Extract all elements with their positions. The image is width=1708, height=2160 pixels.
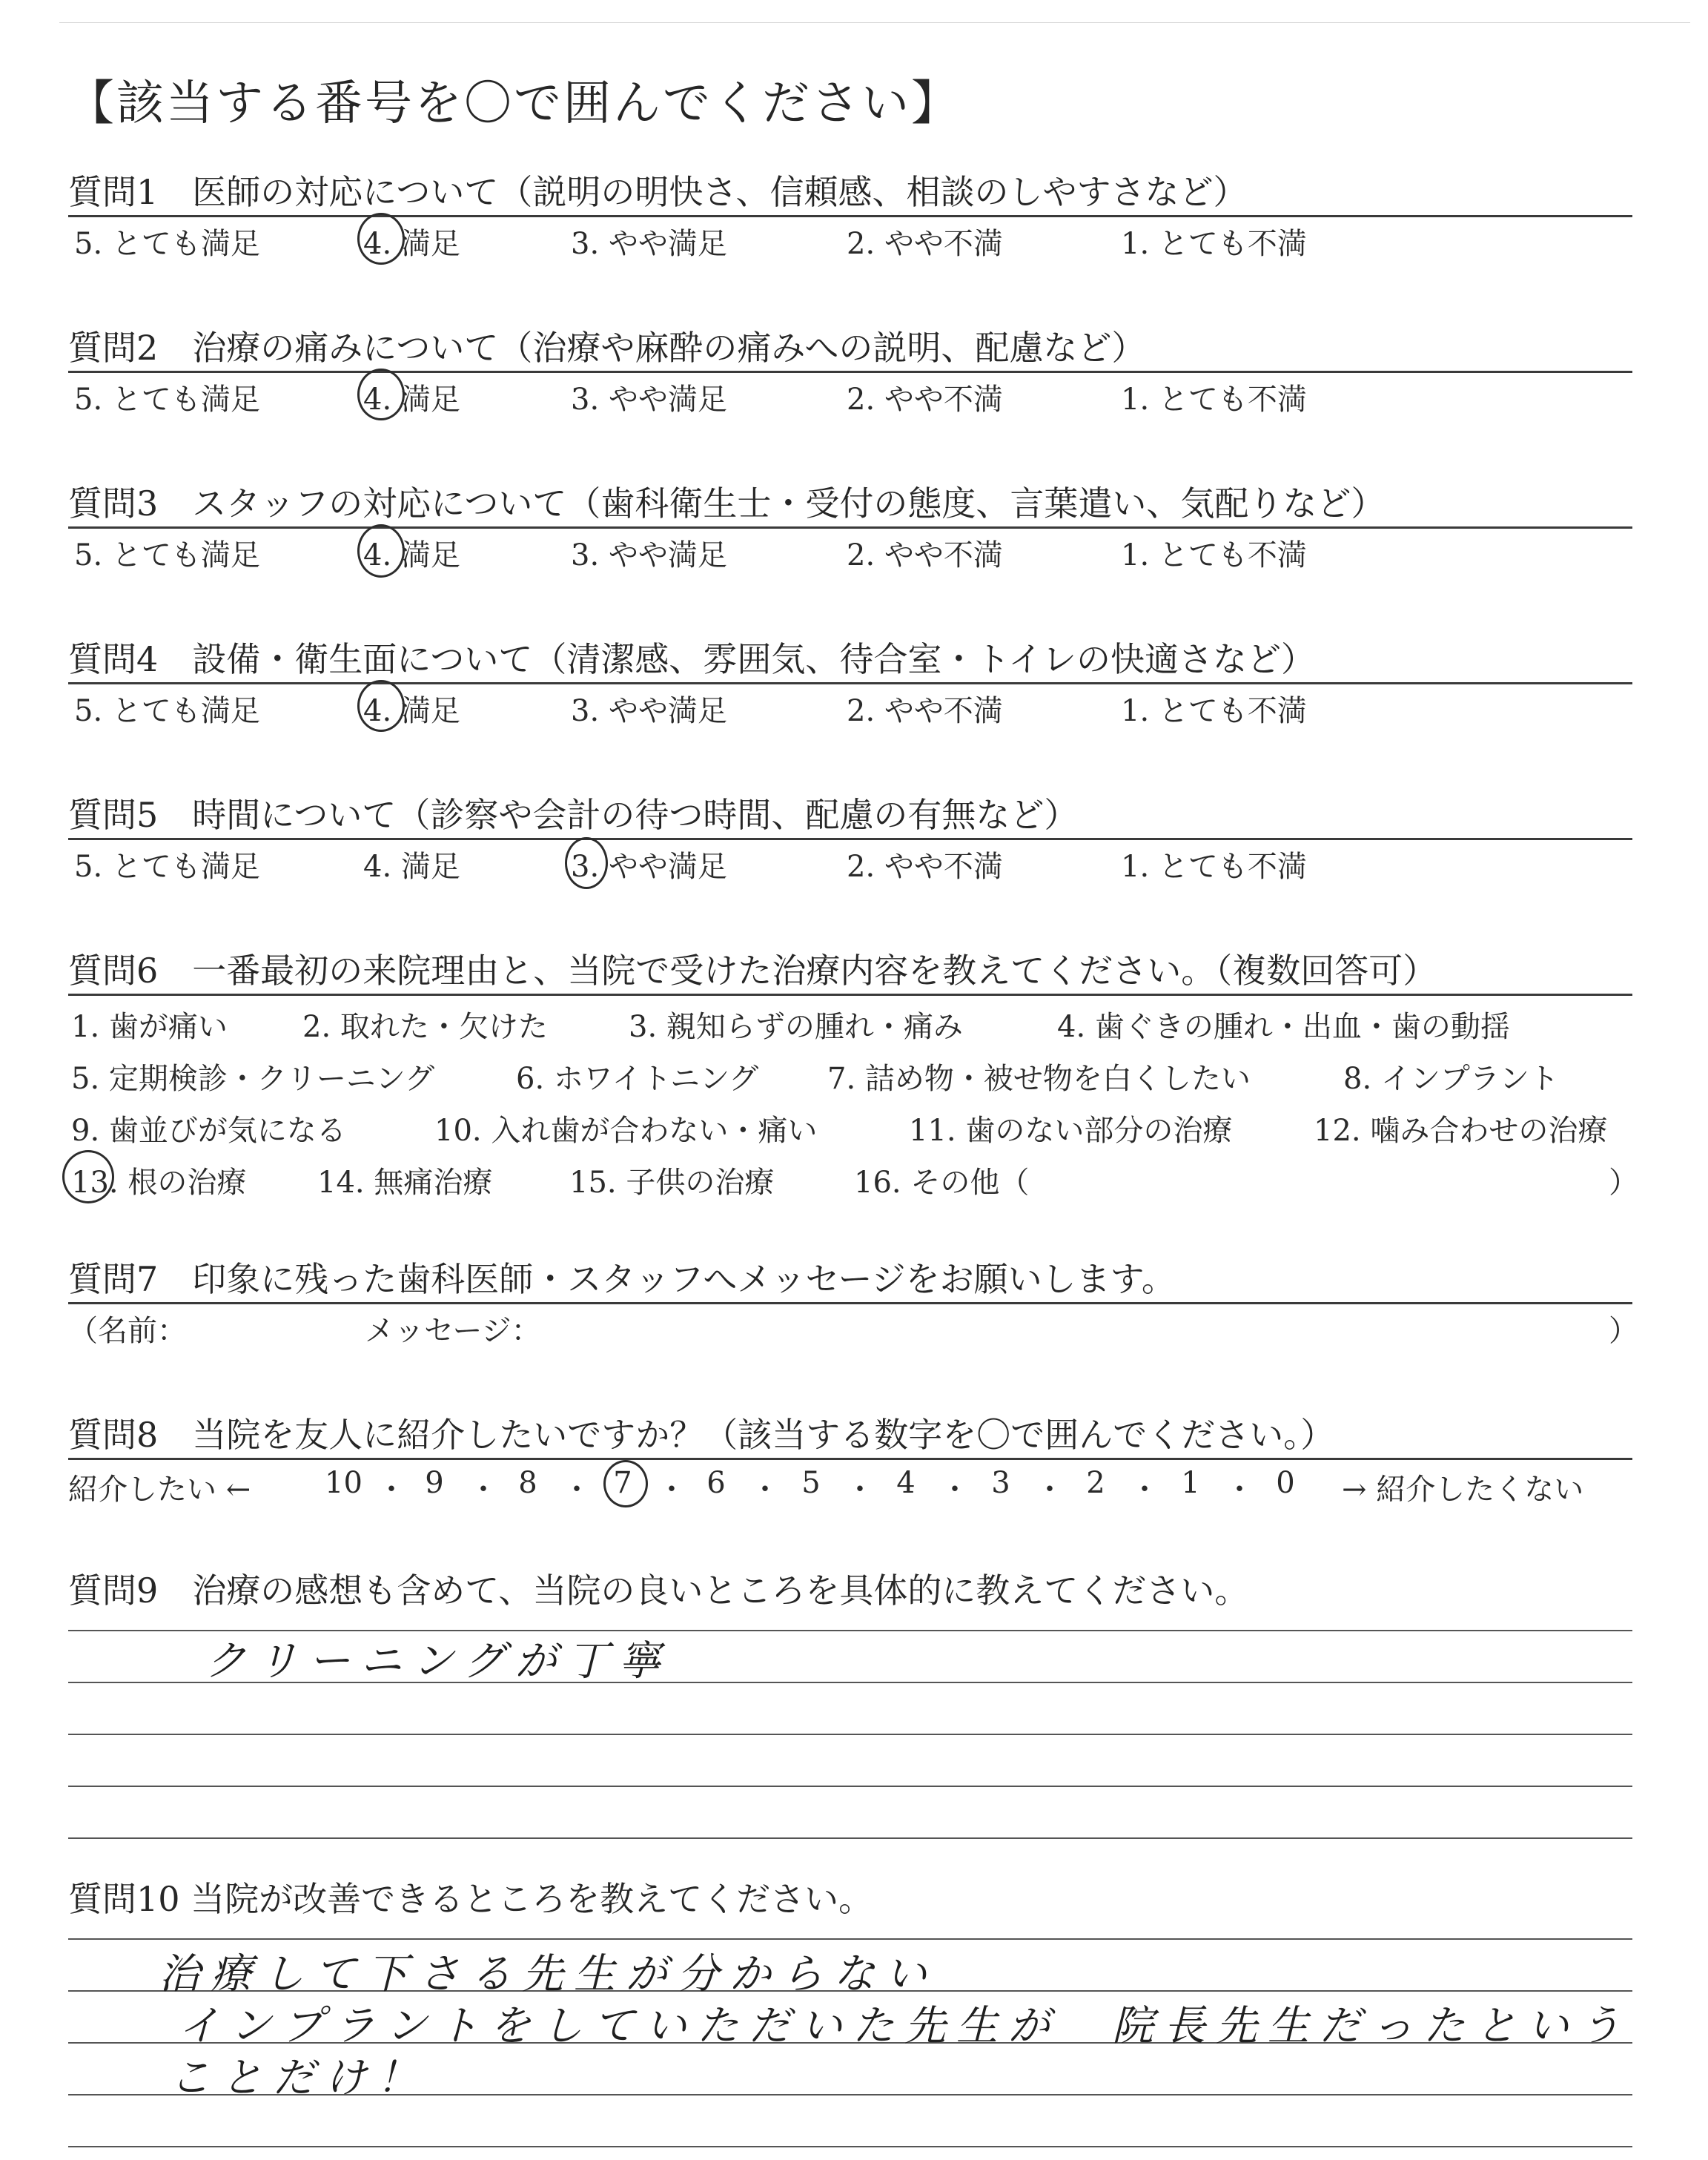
question-title: 質問8 当院を友人に紹介したいですか？（該当する数字を〇で囲んでください。） [68,1415,1335,1455]
option-14[interactable]: 14. 無痛治療 [317,1166,493,1200]
option-5[interactable]: 5. とても満足 [74,227,260,261]
option-4[interactable]: 4. 満足 [363,694,460,728]
scale-10[interactable]: 10 [325,1466,363,1500]
other-close-paren: ） [1609,1166,1638,1200]
option-16[interactable]: 16. その他（ [854,1166,1030,1200]
scale-separator: ・ [377,1473,406,1507]
option-2[interactable]: 2. やや不満 [847,227,1003,261]
question-title: 質問10 当院が改善できるところを教えてください。 [68,1879,873,1919]
option-3[interactable]: 3. やや満足 [571,383,727,417]
scale-separator: ・ [940,1473,970,1507]
option-13[interactable]: 13. 根の治療 [71,1166,247,1200]
scale-6[interactable]: 6 [706,1466,726,1500]
rating-options [68,684,1625,736]
selection-circle [62,1150,114,1203]
scale-1[interactable]: 1 [1181,1466,1200,1500]
scale-separator: ・ [750,1473,780,1507]
option-9[interactable]: 9. 歯並びが気になる [71,1114,346,1148]
question-title: 質問7 印象に残った歯科医師・スタッフへメッセージをお願いします。 [68,1259,1176,1299]
message-close-paren: ） [1609,1314,1638,1348]
answer-line [68,2146,1632,2147]
question-5 [68,792,1625,892]
selection-circle [357,369,405,420]
option-2[interactable]: 2. やや不満 [847,538,1003,572]
question-6 [68,948,1638,1203]
scale-left-label: 紹介したい ← [68,1473,251,1507]
answer-line [68,1734,1632,1735]
selection-circle [357,213,405,265]
option-7[interactable]: 7. 詰め物・被せ物を白くしたい [827,1062,1251,1096]
answer-line [68,1938,1632,1940]
option-3[interactable]: 3. 親知らずの腫れ・痛み [629,1010,963,1044]
selection-circle [603,1460,648,1507]
scale-separator: ・ [1225,1473,1254,1507]
scale-9[interactable]: 9 [425,1466,444,1500]
message-label: メッセージ： [365,1314,541,1348]
rating-options [68,529,1625,581]
question-title: 質問3 スタッフの対応について（歯科衛生士・受付の態度、言葉遣い、気配りなど） [68,483,1386,524]
selection-circle [357,680,405,732]
question-title: 質問5 時間について（診察や会計の待つ時間、配慮の有無など） [68,795,1079,835]
handwritten-answer[interactable]: クリーニングが丁寧 [205,1637,671,1685]
option-1[interactable]: 1. とても不満 [1121,850,1307,884]
question-title: 質問2 治療の痛みについて（治療や麻酔の痛みへの説明、配慮など） [68,328,1146,368]
selection-circle [357,524,405,578]
option-2[interactable]: 2. 取れた・欠けた [302,1010,548,1044]
question-1 [68,169,1625,269]
scale-separator: ・ [469,1473,498,1507]
scale-separator: ・ [1035,1473,1065,1507]
option-5[interactable]: 5. 定期検診・クリーニング [71,1062,435,1096]
question-3 [68,480,1625,581]
option-5[interactable]: 5. とても満足 [74,538,260,572]
option-2[interactable]: 2. やや不満 [847,850,1003,884]
option-12[interactable]: 12. 噛み合わせの治療 [1314,1114,1608,1148]
scale-7[interactable]: 7 [613,1466,632,1500]
selection-circle [565,837,608,889]
option-4[interactable]: 4. 歯ぐきの腫れ・出血・歯の動揺 [1057,1010,1510,1044]
option-1[interactable]: 1. とても不満 [1121,383,1307,417]
rating-options [68,373,1625,425]
question-4 [68,636,1625,736]
question-title: 質問1 医師の対応について（説明の明快さ、信頼感、相談のしやすさなど） [68,172,1248,212]
scale-3[interactable]: 3 [991,1466,1010,1500]
handwritten-answer-line-2[interactable]: インプラントをしていただいた先生が 院長先生だったという [178,2002,1631,2050]
handwritten-answer-line-3[interactable]: ことだけ！ [169,2054,428,2102]
option-4[interactable]: 4. 満足 [363,850,460,884]
option-15[interactable]: 15. 子供の治療 [569,1166,775,1200]
option-5[interactable]: 5. とても満足 [74,850,260,884]
question-9 [68,1568,1625,1614]
option-4[interactable]: 4. 満足 [363,227,460,261]
question-title: 質問6 一番最初の来院理由と、当院で受けた治療内容を教えてください。（複数回答可） [68,951,1437,991]
scale-5[interactable]: 5 [801,1466,821,1500]
question-2 [68,325,1625,425]
rating-options [68,840,1625,892]
option-1[interactable]: 1. とても不満 [1121,694,1307,728]
handwritten-answer-line-1[interactable]: 治療して下さる先生が分からない [159,1950,937,1998]
instruction-header: 【該当する番号を〇で囲んでください】 [67,76,961,131]
option-11[interactable]: 11. 歯のない部分の治療 [909,1114,1233,1148]
scale-separator: ・ [1130,1473,1159,1507]
option-3[interactable]: 3. やや満足 [571,538,727,572]
option-6[interactable]: 6. ホワイトニング [516,1062,759,1096]
scale-right-label: → 紹介したくない [1342,1473,1584,1507]
option-1[interactable]: 1. 歯が痛い [71,1010,228,1044]
question-7 [68,1256,1638,1356]
answer-line [68,1786,1632,1787]
question-8 [68,1412,1625,1505]
option-4[interactable]: 4. 満足 [363,383,460,417]
option-3[interactable]: 3. やや満足 [571,227,727,261]
option-1[interactable]: 1. とても不満 [1121,227,1307,261]
option-2[interactable]: 2. やや不満 [847,694,1003,728]
question-title: 質問4 設備・衛生面について（清潔感、雰囲気、待合室・トイレの快適さなど） [68,639,1316,679]
option-3[interactable]: 3. やや満足 [571,850,727,884]
scale-0[interactable]: 0 [1276,1466,1295,1500]
option-8[interactable]: 8. インプラント [1343,1062,1559,1096]
answer-line [68,1837,1632,1839]
name-label: （名前： [68,1314,187,1348]
page-top-edge [59,22,1690,23]
reason-options [68,996,1638,1203]
option-2[interactable]: 2. やや不満 [847,383,1003,417]
option-5[interactable]: 5. とても満足 [74,383,260,417]
recommend-scale [68,1460,1625,1505]
scale-separator: ・ [562,1473,592,1507]
option-5[interactable]: 5. とても満足 [74,694,260,728]
rating-options [68,217,1625,269]
scale-8[interactable]: 8 [518,1466,537,1500]
question-10 [68,1876,1625,1922]
option-10[interactable]: 10. 入れ歯が合わない・痛い [434,1114,818,1148]
message-fields [68,1304,1638,1356]
scale-separator: ・ [845,1473,875,1507]
option-1[interactable]: 1. とても不満 [1121,538,1307,572]
option-4[interactable]: 4. 満足 [363,538,460,572]
scale-2[interactable]: 2 [1086,1466,1105,1500]
option-3[interactable]: 3. やや満足 [571,694,727,728]
scale-4[interactable]: 4 [896,1466,916,1500]
scale-separator: ・ [657,1473,686,1507]
question-title: 質問9 治療の感想も含めて、当院の良いところを具体的に教えてください。 [68,1571,1249,1611]
